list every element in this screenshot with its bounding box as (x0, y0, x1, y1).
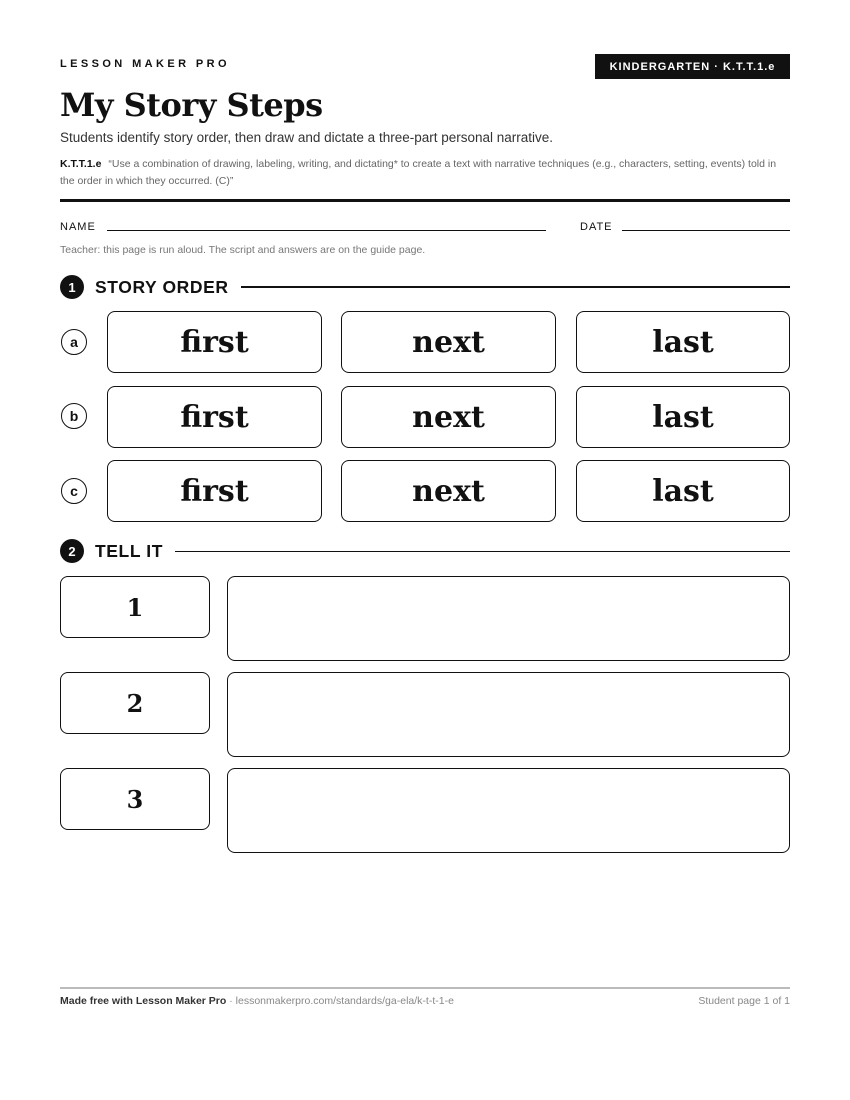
name-label: NAME (60, 221, 96, 233)
row-letter-c: c (61, 478, 87, 504)
section-title: TELL IT (95, 540, 164, 561)
date-label: DATE (580, 221, 613, 233)
brand-name: LESSON MAKER PRO (60, 58, 230, 70)
teacher-note: Teacher: this page is run aloud. The script and answers are on the guide page. (60, 244, 426, 256)
footer-url[interactable]: lessonmakerpro.com/standards/ga-ela/k-t-t-1-e (235, 995, 454, 1007)
date-line[interactable] (622, 230, 790, 231)
order-box-last[interactable]: last (576, 386, 790, 448)
order-box-next[interactable]: next (341, 386, 556, 448)
step-number-2: 2 (60, 672, 210, 734)
footer-page-label: Student page 1 of 1 (698, 995, 790, 1007)
footer-separator: · (226, 995, 236, 1007)
order-box-last[interactable]: last (576, 311, 790, 373)
order-box-next[interactable]: next (341, 460, 556, 522)
page-title: My Story Steps (60, 86, 323, 124)
standard-description (60, 156, 790, 190)
drawing-box-2[interactable] (227, 672, 790, 757)
order-box-last[interactable]: last (576, 460, 790, 522)
drawing-box-3[interactable] (227, 768, 790, 853)
header-divider (60, 199, 790, 202)
grade-badge: KINDERGARTEN · K.T.T.1.e (595, 54, 790, 79)
order-box-first[interactable]: first (107, 386, 322, 448)
order-box-first[interactable]: first (107, 460, 322, 522)
drawing-box-1[interactable] (227, 576, 790, 661)
section-rule (241, 286, 790, 288)
section-number-badge: 2 (60, 539, 84, 563)
section-rule (175, 551, 790, 552)
page-subtitle: Students identify story order, then draw and dictate a three-part personal narrative. (60, 130, 554, 145)
footer-credit (60, 995, 454, 1007)
order-box-first[interactable]: first (107, 311, 322, 373)
section-tell-it-header (60, 539, 790, 563)
row-letter-b: b (61, 403, 87, 429)
section-number-badge: 1 (60, 275, 84, 299)
step-number-1: 1 (60, 576, 210, 638)
footer-made-with: Made free with Lesson Maker Pro (60, 995, 227, 1007)
section-story-order-header (60, 275, 790, 299)
order-box-next[interactable]: next (341, 311, 556, 373)
standard-text: “Use a combination of drawing, labeling, writing, and dictating* to create a text with narrative techniques (e.g., characters, setting, events) told in the order in which they occurred. (C)” (60, 158, 777, 187)
row-letter-a: a (61, 329, 87, 355)
name-line[interactable] (107, 230, 546, 231)
standard-code: K.T.T.1.e (60, 158, 102, 170)
section-title: STORY ORDER (95, 276, 229, 297)
step-number-3: 3 (60, 768, 210, 830)
footer-divider (60, 987, 790, 989)
